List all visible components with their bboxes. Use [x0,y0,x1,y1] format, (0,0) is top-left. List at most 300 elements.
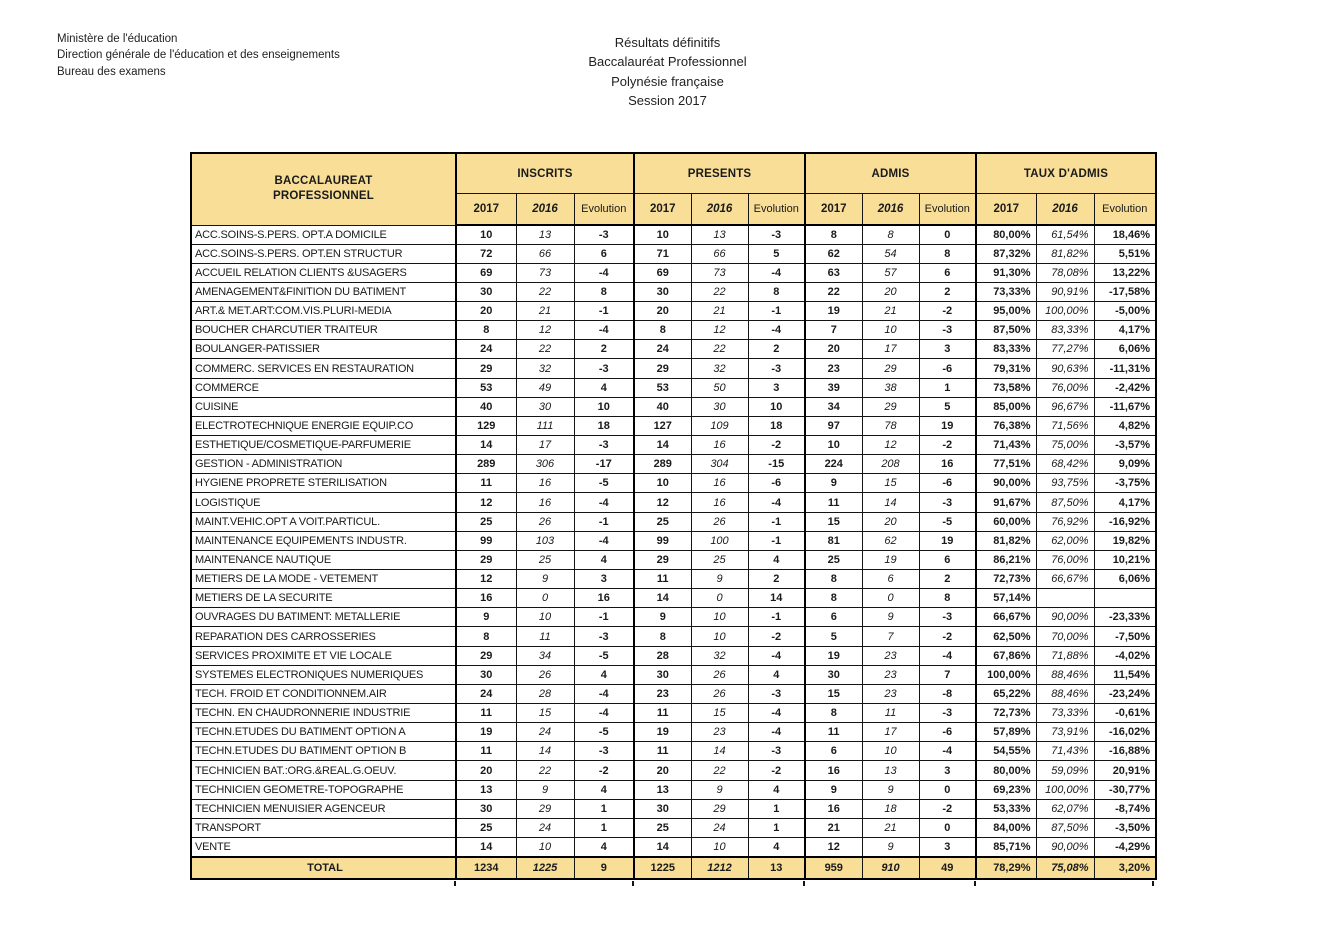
value-cell: 20,91% [1094,761,1156,780]
table-row [191,780,1156,799]
group-header-presents: PRESENTS [634,153,805,194]
value-cell: 304 [691,455,748,474]
value-cell: 23 [862,684,919,703]
value-cell: -5 [574,646,634,665]
value-cell: 95,00% [976,302,1036,321]
value-cell: 10 [805,436,862,455]
title-results: Résultats définitifs [614,35,721,50]
value-cell: 10 [691,838,748,857]
table-row [191,359,1156,378]
value-cell: 14 [456,838,516,857]
value-cell: 8 [805,589,862,608]
program-label: GESTION - ADMINISTRATION [191,455,456,474]
value-cell: 25 [456,512,516,531]
value-cell: 90,00% [1036,838,1094,857]
value-cell: 16 [805,761,862,780]
value-cell: 1 [574,799,634,818]
value-cell [1036,589,1094,608]
value-cell: 4 [574,780,634,799]
value-cell: 100 [691,531,748,550]
value-cell: 66,67% [1036,570,1094,589]
value-cell: -16,92% [1094,512,1156,531]
table-row [191,455,1156,474]
value-cell: 13 [691,225,748,244]
table-row [191,589,1156,608]
value-cell: 87,50% [1036,818,1094,837]
value-cell: 8 [574,282,634,301]
table-row [191,818,1156,837]
program-label: MAINTENANCE NAUTIQUE [191,550,456,569]
program-label: CUISINE [191,397,456,416]
value-cell: 9 [805,780,862,799]
value-cell: 10 [862,321,919,340]
value-cell: 25 [516,550,574,569]
table-row [191,512,1156,531]
value-cell: 14 [634,589,691,608]
value-cell: 10,21% [1094,550,1156,569]
value-cell: 15 [862,474,919,493]
program-label: BOUCHER CHARCUTIER TRAITEUR [191,321,456,340]
value-cell: 81,82% [1036,244,1094,263]
value-cell: 76,00% [1036,550,1094,569]
value-cell: 29 [634,550,691,569]
value-cell: 0 [862,589,919,608]
value-cell: 3,20% [1094,857,1156,879]
value-cell: 67,86% [976,646,1036,665]
value-cell: 9 [862,608,919,627]
value-cell: -3 [748,359,805,378]
program-label: AMENAGEMENT&FINITION DU BATIMENT [191,282,456,301]
value-cell: 6 [919,263,976,282]
value-cell: -3 [919,493,976,512]
value-cell: 73,91% [1036,723,1094,742]
value-cell: 23 [862,646,919,665]
subheader-year-2017: 2017 [456,194,516,226]
value-cell: 10 [634,474,691,493]
subheader-evolution: Evolution [919,194,976,226]
value-cell: -5 [919,512,976,531]
program-label: SYSTEMES ELECTRONIQUES NUMERIQUES [191,665,456,684]
value-cell: -2 [919,436,976,455]
subheader-evolution: Evolution [574,194,634,226]
value-cell: 73,58% [976,378,1036,397]
value-cell: 61,54% [1036,225,1094,244]
value-cell: 30 [456,799,516,818]
value-cell: -6 [919,359,976,378]
value-cell: -17,58% [1094,282,1156,301]
value-cell: -4 [919,646,976,665]
value-cell: -3 [574,359,634,378]
value-cell: 14 [691,742,748,761]
table-row [191,627,1156,646]
program-label: TECHN.ETUDES DU BATIMENT OPTION A [191,723,456,742]
value-cell: 72 [456,244,516,263]
value-cell: 9 [456,608,516,627]
value-cell: 8 [634,321,691,340]
subheader-year-2017: 2017 [634,194,691,226]
value-cell: -23,24% [1094,684,1156,703]
value-cell: 77,51% [976,455,1036,474]
value-cell: 10 [516,838,574,857]
value-cell: -4 [748,723,805,742]
value-cell: 26 [691,512,748,531]
value-cell: 34 [516,646,574,665]
value-cell: 8 [748,282,805,301]
value-cell: 8 [805,225,862,244]
value-cell: 24 [691,818,748,837]
total-row [191,857,1156,879]
value-cell: -4 [574,493,634,512]
value-cell: -3 [574,225,634,244]
value-cell: 91,67% [976,493,1036,512]
value-cell: 0 [919,818,976,837]
table-row [191,321,1156,340]
value-cell: 103 [516,531,574,550]
value-cell: 16 [691,436,748,455]
value-cell: -4,29% [1094,838,1156,857]
value-cell: 306 [516,455,574,474]
subheader-year-2016: 2016 [691,194,748,226]
value-cell: 12 [634,493,691,512]
table-row [191,531,1156,550]
value-cell: 78,08% [1036,263,1094,282]
total-label: TOTAL [191,857,456,879]
group-header-taux-admis: TAUX D'ADMIS [976,153,1156,194]
value-cell: 53 [634,378,691,397]
group-header-admis: ADMIS [805,153,976,194]
value-cell: 111 [516,416,574,435]
value-cell: -3 [919,321,976,340]
value-cell: 9 [862,780,919,799]
value-cell: -1 [574,512,634,531]
value-cell: 20 [862,282,919,301]
value-cell: 6,06% [1094,570,1156,589]
value-cell: 18 [748,416,805,435]
value-cell: -1 [748,608,805,627]
title-block [0,33,1335,111]
value-cell: 6 [805,608,862,627]
value-cell: 40 [634,397,691,416]
value-cell: 4 [748,550,805,569]
program-label: HYGIENE PROPRETE STERILISATION [191,474,456,493]
value-cell: 20 [634,302,691,321]
value-cell: 19 [919,531,976,550]
value-cell: -3,57% [1094,436,1156,455]
value-cell: 17 [862,723,919,742]
value-cell: 8 [919,244,976,263]
value-cell: 29 [634,359,691,378]
value-cell: 208 [862,455,919,474]
value-cell: 4 [574,665,634,684]
table-row [191,665,1156,684]
value-cell: 13 [862,761,919,780]
value-cell: 25 [634,512,691,531]
value-cell: -4 [574,704,634,723]
value-cell: 30 [634,282,691,301]
results-table [190,152,1157,880]
value-cell: -4 [748,493,805,512]
value-cell: -30,77% [1094,780,1156,799]
value-cell: 87,50% [976,321,1036,340]
value-cell: 22 [691,282,748,301]
value-cell: 0 [919,225,976,244]
value-cell: -2 [919,302,976,321]
value-cell: 1 [748,799,805,818]
value-cell: 32 [691,359,748,378]
value-cell: 88,46% [1036,665,1094,684]
title-region: Polynésie française [611,73,724,89]
value-cell: 54,55% [976,742,1036,761]
value-cell: 10 [456,225,516,244]
value-cell: 3 [574,570,634,589]
value-cell: 18,46% [1094,225,1156,244]
value-cell: -1 [748,302,805,321]
subheader-year-2016: 2016 [1036,194,1094,226]
value-cell: 79,31% [976,359,1036,378]
value-cell: 289 [634,455,691,474]
subheader-year-2017: 2017 [976,194,1036,226]
table-row [191,799,1156,818]
value-cell: 73 [691,263,748,282]
value-cell: 8 [805,570,862,589]
value-cell: -2 [919,627,976,646]
value-cell: 69,23% [976,780,1036,799]
value-cell: -4 [748,321,805,340]
value-cell: 28 [634,646,691,665]
value-cell: 25 [456,818,516,837]
value-cell: -3 [574,742,634,761]
value-cell: 10 [862,742,919,761]
value-cell: 53,33% [976,799,1036,818]
subheader-evolution: Evolution [748,194,805,226]
value-cell: -3,75% [1094,474,1156,493]
value-cell: 29 [456,359,516,378]
value-cell: 26 [516,512,574,531]
value-cell: 100,00% [976,665,1036,684]
value-cell: 9 [862,838,919,857]
value-cell: 20 [456,761,516,780]
value-cell: 34 [805,397,862,416]
value-cell: 69 [634,263,691,282]
table-row [191,416,1156,435]
value-cell: -4 [919,742,976,761]
value-cell: 30 [634,665,691,684]
value-cell: 3 [919,761,976,780]
value-cell: 99 [456,531,516,550]
value-cell: 38 [862,378,919,397]
value-cell: 80,00% [976,761,1036,780]
value-cell: 26 [516,665,574,684]
value-cell: 93,75% [1036,474,1094,493]
value-cell: 8 [456,321,516,340]
value-cell: 1 [748,818,805,837]
value-cell: 90,00% [1036,608,1094,627]
program-label: MAINTENANCE EQUIPEMENTS INDUSTR. [191,531,456,550]
value-cell: 9 [805,474,862,493]
value-cell: 19 [805,302,862,321]
value-cell: -1 [574,302,634,321]
corner-header [191,153,456,225]
value-cell: 19 [919,416,976,435]
value-cell: 18 [862,799,919,818]
value-cell: 19 [634,723,691,742]
value-cell: 81,82% [976,531,1036,550]
program-label: TECHNICIEN GEOMETRE-TOPOGRAPHE [191,780,456,799]
value-cell: 1212 [691,857,748,879]
program-label: TECHN.ETUDES DU BATIMENT OPTION B [191,742,456,761]
value-cell: 54 [862,244,919,263]
value-cell: 1234 [456,857,516,879]
value-cell: -2,42% [1094,378,1156,397]
value-cell: -4,02% [1094,646,1156,665]
value-cell: 2 [919,570,976,589]
value-cell: 16 [919,455,976,474]
value-cell: -5 [574,723,634,742]
value-cell: 1225 [516,857,574,879]
program-label: ART.& MET.ART:COM.VIS.PLURI-MEDIA [191,302,456,321]
program-label: METIERS DE LA SECURITE [191,589,456,608]
program-label: MAINT.VEHIC.OPT A VOIT.PARTICUL. [191,512,456,531]
value-cell: -16,88% [1094,742,1156,761]
value-cell: 12 [805,838,862,857]
value-cell: 9 [516,570,574,589]
program-label: METIERS DE LA MODE - VETEMENT [191,570,456,589]
value-cell: -2 [748,761,805,780]
value-cell: 8 [634,627,691,646]
table-bottom-border-stubs [190,881,1155,887]
value-cell: 13 [516,225,574,244]
table-row [191,474,1156,493]
table-row [191,397,1156,416]
value-cell: 62,07% [1036,799,1094,818]
value-cell: -6 [919,474,976,493]
value-cell: -23,33% [1094,608,1156,627]
value-cell: 21 [862,302,919,321]
value-cell: 13,22% [1094,263,1156,282]
program-label: ACC.SOINS-S.PERS. OPT.EN STRUCTUR [191,244,456,263]
value-cell: 10 [516,608,574,627]
value-cell: 84,00% [976,818,1036,837]
value-cell: 11 [862,704,919,723]
value-cell: 4,17% [1094,493,1156,512]
value-cell: 90,63% [1036,359,1094,378]
value-cell: 19,82% [1094,531,1156,550]
value-cell: 71,56% [1036,416,1094,435]
value-cell: 20 [805,340,862,359]
table-row [191,742,1156,761]
subheader-year-2016: 2016 [862,194,919,226]
border-stub [632,881,634,886]
value-cell: -5 [574,474,634,493]
program-label: OUVRAGES DU BATIMENT: METALLERIE [191,608,456,627]
value-cell: 22 [691,340,748,359]
value-cell: 0 [919,780,976,799]
value-cell: 10 [691,627,748,646]
value-cell: 30 [516,397,574,416]
value-cell: -11,67% [1094,397,1156,416]
program-label: TRANSPORT [191,818,456,837]
value-cell: 71,43% [976,436,1036,455]
value-cell: 72,73% [976,570,1036,589]
value-cell: 24 [516,723,574,742]
value-cell: 8 [862,225,919,244]
value-cell: 49 [516,378,574,397]
value-cell: 6 [574,244,634,263]
value-cell: -0,61% [1094,704,1156,723]
value-cell: -15 [748,455,805,474]
value-cell: 60,00% [976,512,1036,531]
value-cell: 6 [805,742,862,761]
value-cell: 2 [748,340,805,359]
value-cell: 13 [456,780,516,799]
border-stub [974,881,976,886]
value-cell: 21 [691,302,748,321]
value-cell: 21 [805,818,862,837]
value-cell: 289 [456,455,516,474]
value-cell: 0 [516,589,574,608]
table-row [191,302,1156,321]
value-cell: 4,82% [1094,416,1156,435]
value-cell: 30 [691,397,748,416]
value-cell: 6 [862,570,919,589]
value-cell: 10 [691,608,748,627]
value-cell: 24 [456,684,516,703]
value-cell: 26 [691,684,748,703]
value-cell: 16 [691,474,748,493]
value-cell: 3 [919,340,976,359]
value-cell: 76,00% [1036,378,1094,397]
value-cell: 75,00% [1036,436,1094,455]
value-cell: 69 [456,263,516,282]
value-cell: 1 [919,378,976,397]
value-cell: 4 [574,838,634,857]
value-cell: 29 [456,550,516,569]
table-row [191,340,1156,359]
value-cell: 62 [805,244,862,263]
value-cell: 10 [748,397,805,416]
value-cell: -16,02% [1094,723,1156,742]
value-cell: -4 [574,321,634,340]
value-cell: 910 [862,857,919,879]
value-cell: -8 [919,684,976,703]
value-cell: 17 [862,340,919,359]
value-cell: 30 [634,799,691,818]
value-cell: -1 [748,512,805,531]
value-cell: 90,91% [1036,282,1094,301]
table-row [191,761,1156,780]
value-cell: 4 [748,780,805,799]
value-cell: 12 [862,436,919,455]
program-label: ACCUEIL RELATION CLIENTS &USAGERS [191,263,456,282]
value-cell: 25 [634,818,691,837]
value-cell: 5 [919,397,976,416]
value-cell: 2 [748,570,805,589]
value-cell: 8 [805,704,862,723]
value-cell: -4 [574,684,634,703]
title-session: Session 2017 [628,93,707,109]
value-cell: 6 [919,550,976,569]
value-cell: 99 [634,531,691,550]
value-cell: 96,67% [1036,397,1094,416]
table-row [191,704,1156,723]
subheader-evolution: Evolution [1094,194,1156,226]
value-cell: 62,50% [976,627,1036,646]
agency-line-bureau: Bureau des examens [57,65,166,78]
program-label: ACC.SOINS-S.PERS. OPT.A DOMICILE [191,225,456,244]
value-cell: 66 [691,244,748,263]
value-cell: 53 [456,378,516,397]
value-cell: -6 [748,474,805,493]
